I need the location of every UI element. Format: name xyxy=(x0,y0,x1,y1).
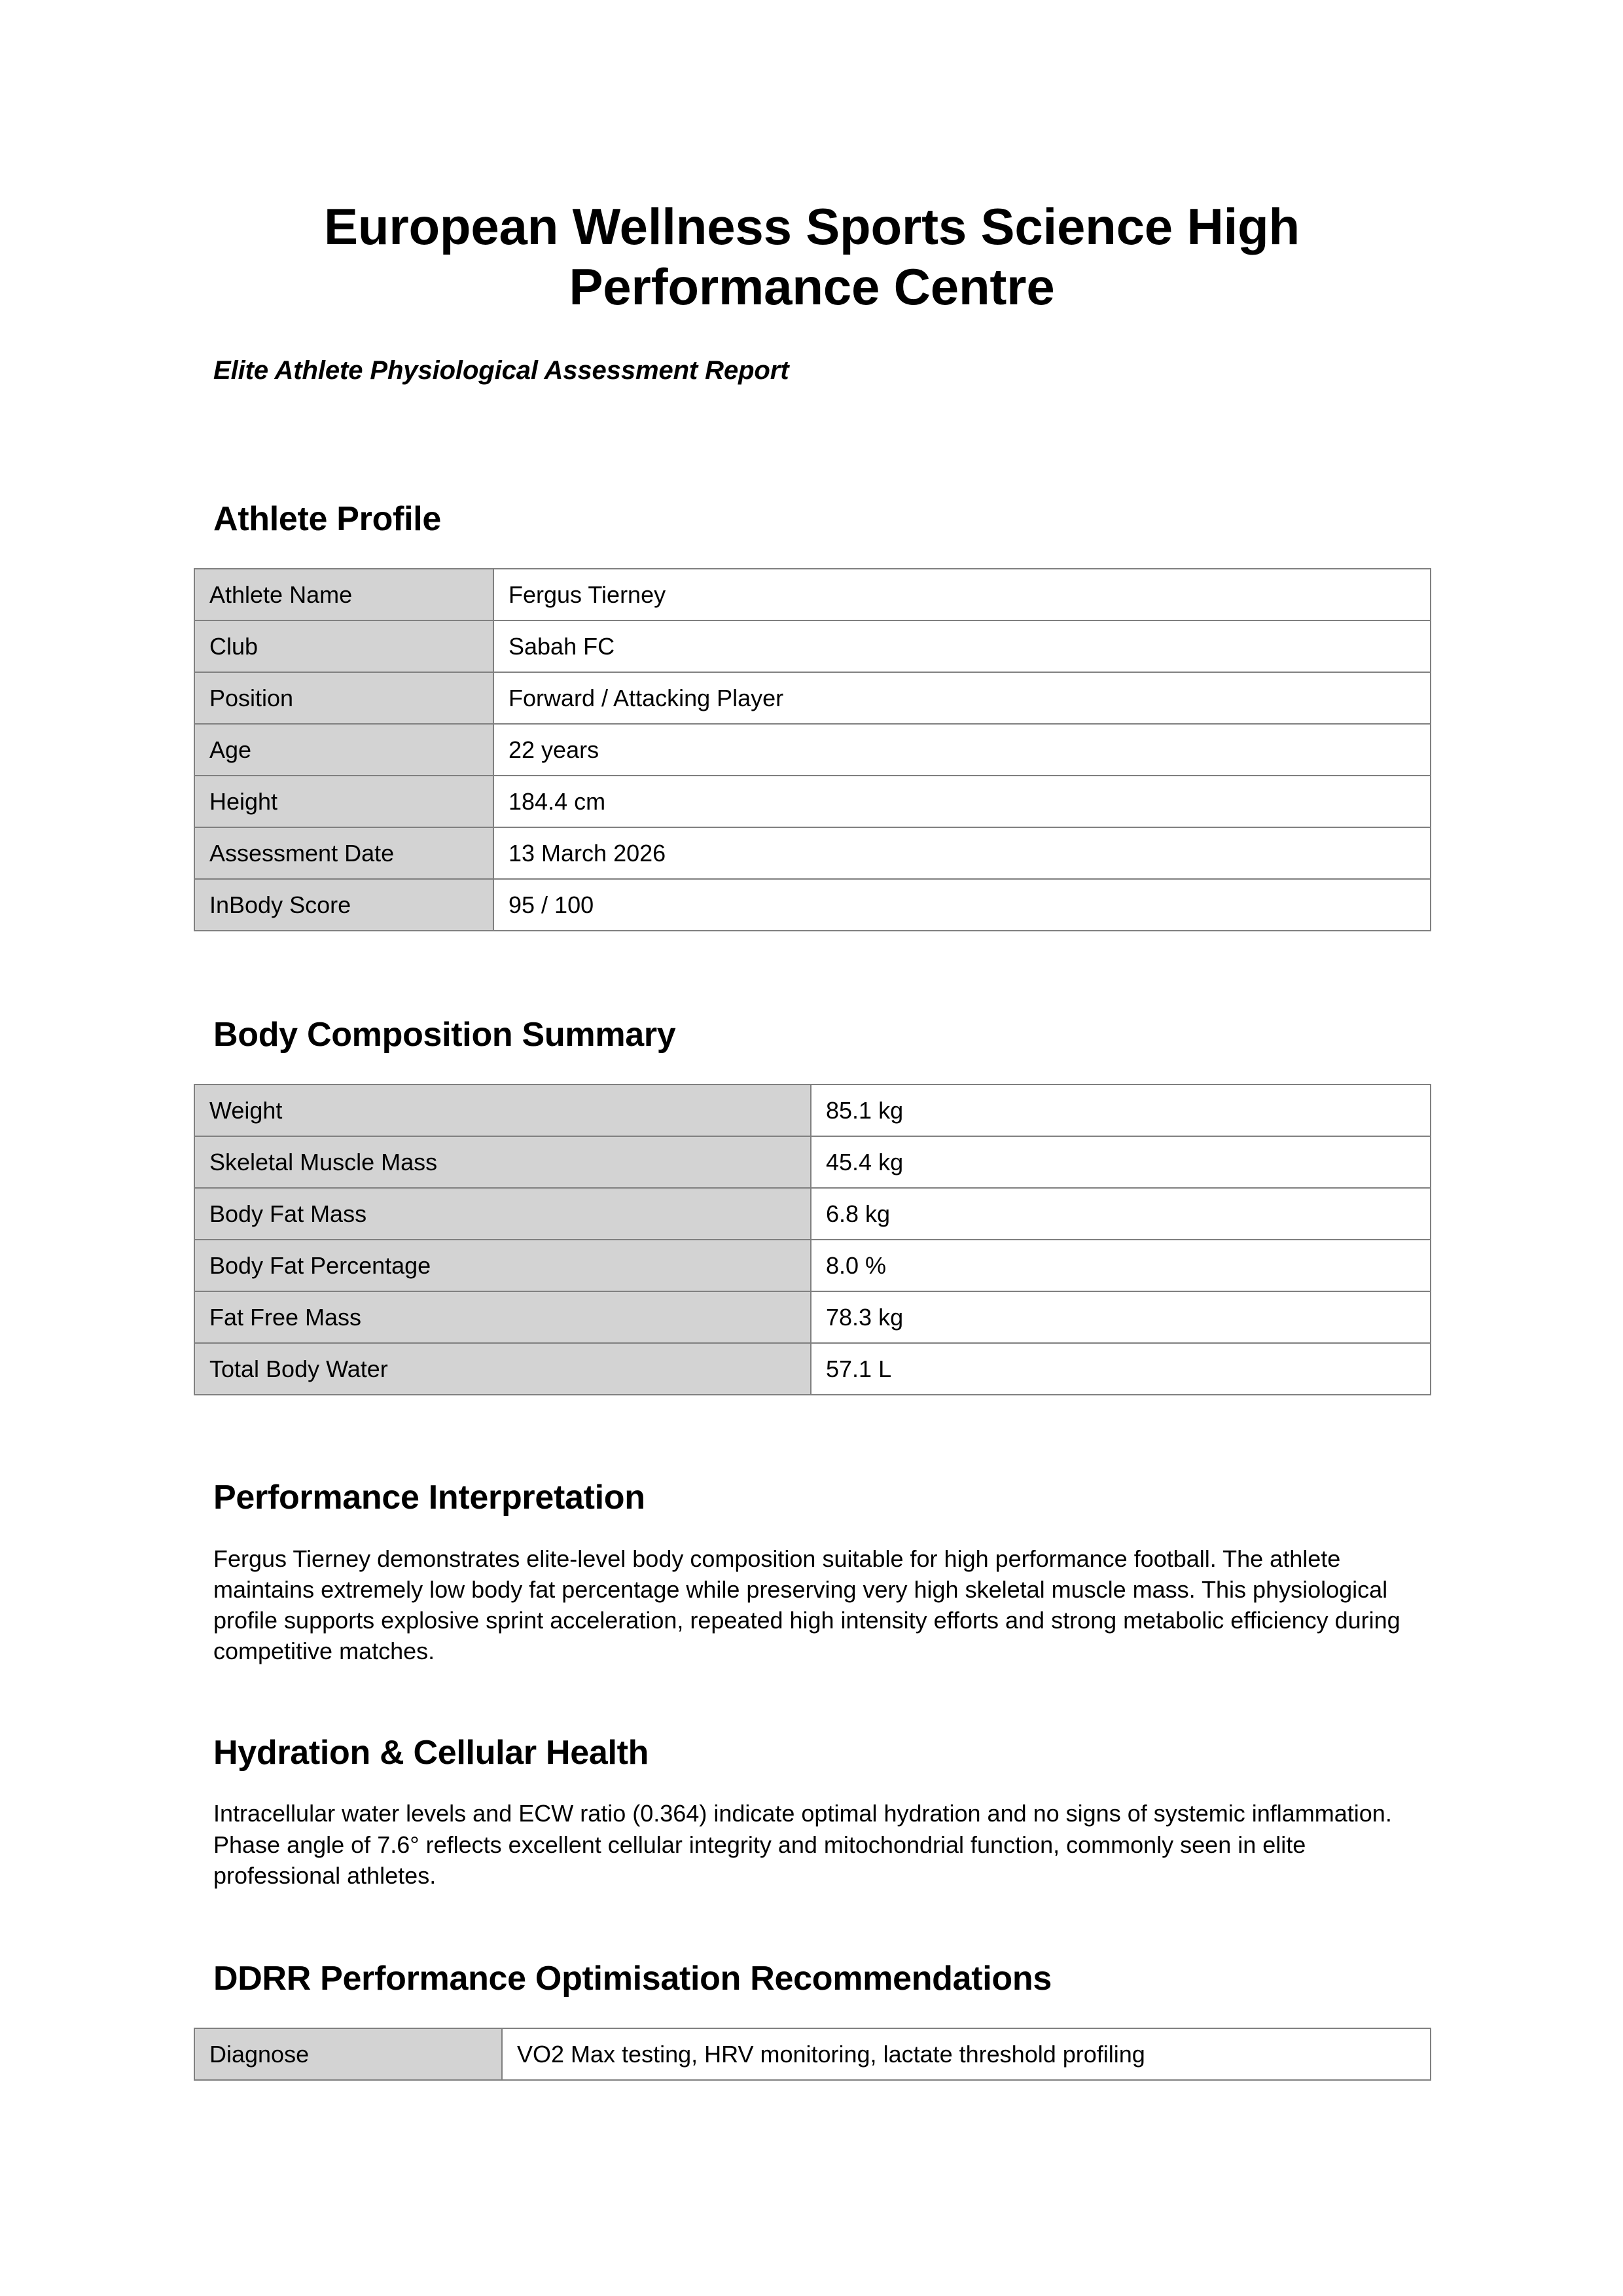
table-row xyxy=(194,620,1431,672)
row-label: Fat Free Mass xyxy=(194,1291,811,1343)
body-composition-table xyxy=(194,1084,1431,1395)
performance-interpretation-paragraph: Fergus Tierney demonstrates elite-level body composition suitable for high performance football. The athlete maintains extremely low body fat percentage while preserving very high skeletal muscle mass. This physiological profile supports explosive sprint acceleration, repeated high intensity efforts and strong metabolic efficiency during competitive matches. xyxy=(213,1545,1400,1665)
row-value: 85.1 kg xyxy=(811,1085,1431,1136)
ddrr-recommendations-table xyxy=(194,2028,1431,2081)
row-label: InBody Score xyxy=(194,879,493,931)
row-value: VO2 Max testing, HRV monitoring, lactate threshold profiling xyxy=(502,2028,1431,2080)
section-heading-performance-interpretation: Performance Interpretation xyxy=(213,1479,645,1517)
row-value: 6.8 kg xyxy=(811,1188,1431,1240)
row-value: Sabah FC xyxy=(493,620,1431,672)
row-value: Forward / Attacking Player xyxy=(493,672,1431,724)
row-label: Club xyxy=(194,620,493,672)
row-label: Skeletal Muscle Mass xyxy=(194,1136,811,1188)
row-value: 8.0 % xyxy=(811,1240,1431,1291)
row-value: 57.1 L xyxy=(811,1343,1431,1395)
row-label: Body Fat Percentage xyxy=(194,1240,811,1291)
table-row xyxy=(194,672,1431,724)
row-label: Athlete Name xyxy=(194,569,493,620)
table-row xyxy=(194,1085,1431,1136)
section-heading-athlete-profile: Athlete Profile xyxy=(213,500,441,539)
section-heading-body-composition: Body Composition Summary xyxy=(213,1016,676,1054)
table-row xyxy=(194,776,1431,827)
table-row xyxy=(194,724,1431,776)
table-row xyxy=(194,1188,1431,1240)
page-subtitle: Elite Athlete Physiological Assessment Report xyxy=(213,356,789,386)
row-value: 45.4 kg xyxy=(811,1136,1431,1188)
row-label: Age xyxy=(194,724,493,776)
row-value: 95 / 100 xyxy=(493,879,1431,931)
table-row xyxy=(194,1291,1431,1343)
table-row xyxy=(194,1343,1431,1395)
row-value: 184.4 cm xyxy=(493,776,1431,827)
section-heading-ddrr-recommendations: DDRR Performance Optimisation Recommendations xyxy=(213,1959,1052,1998)
table-row xyxy=(194,569,1431,620)
section-heading-hydration-cellular-health: Hydration & Cellular Health xyxy=(213,1734,649,1772)
page-title: European Wellness Sports Science High Performance Centre xyxy=(324,198,1300,316)
row-label: Position xyxy=(194,672,493,724)
row-label: Diagnose xyxy=(194,2028,502,2080)
report-content-column xyxy=(194,0,1430,2081)
row-label: Total Body Water xyxy=(194,1343,811,1395)
table-row xyxy=(194,1240,1431,1291)
athlete-profile-table xyxy=(194,568,1431,931)
table-row xyxy=(194,827,1431,879)
row-label: Assessment Date xyxy=(194,827,493,879)
row-label: Body Fat Mass xyxy=(194,1188,811,1240)
row-value: 22 years xyxy=(493,724,1431,776)
row-label: Height xyxy=(194,776,493,827)
row-value: 78.3 kg xyxy=(811,1291,1431,1343)
table-row xyxy=(194,2028,1431,2080)
row-value: 13 March 2026 xyxy=(493,827,1431,879)
table-row xyxy=(194,879,1431,931)
row-label: Weight xyxy=(194,1085,811,1136)
table-row xyxy=(194,1136,1431,1188)
hydration-cellular-health-paragraph: Intracellular water levels and ECW ratio (0.364) indicate optimal hydration and no signs of systemic inflammation. Phase angle of 7.6° reflects excellent cellular integrity and mitochondrial function, commonly seen in elite professional athletes. xyxy=(213,1800,1392,1889)
row-value: Fergus Tierney xyxy=(493,569,1431,620)
